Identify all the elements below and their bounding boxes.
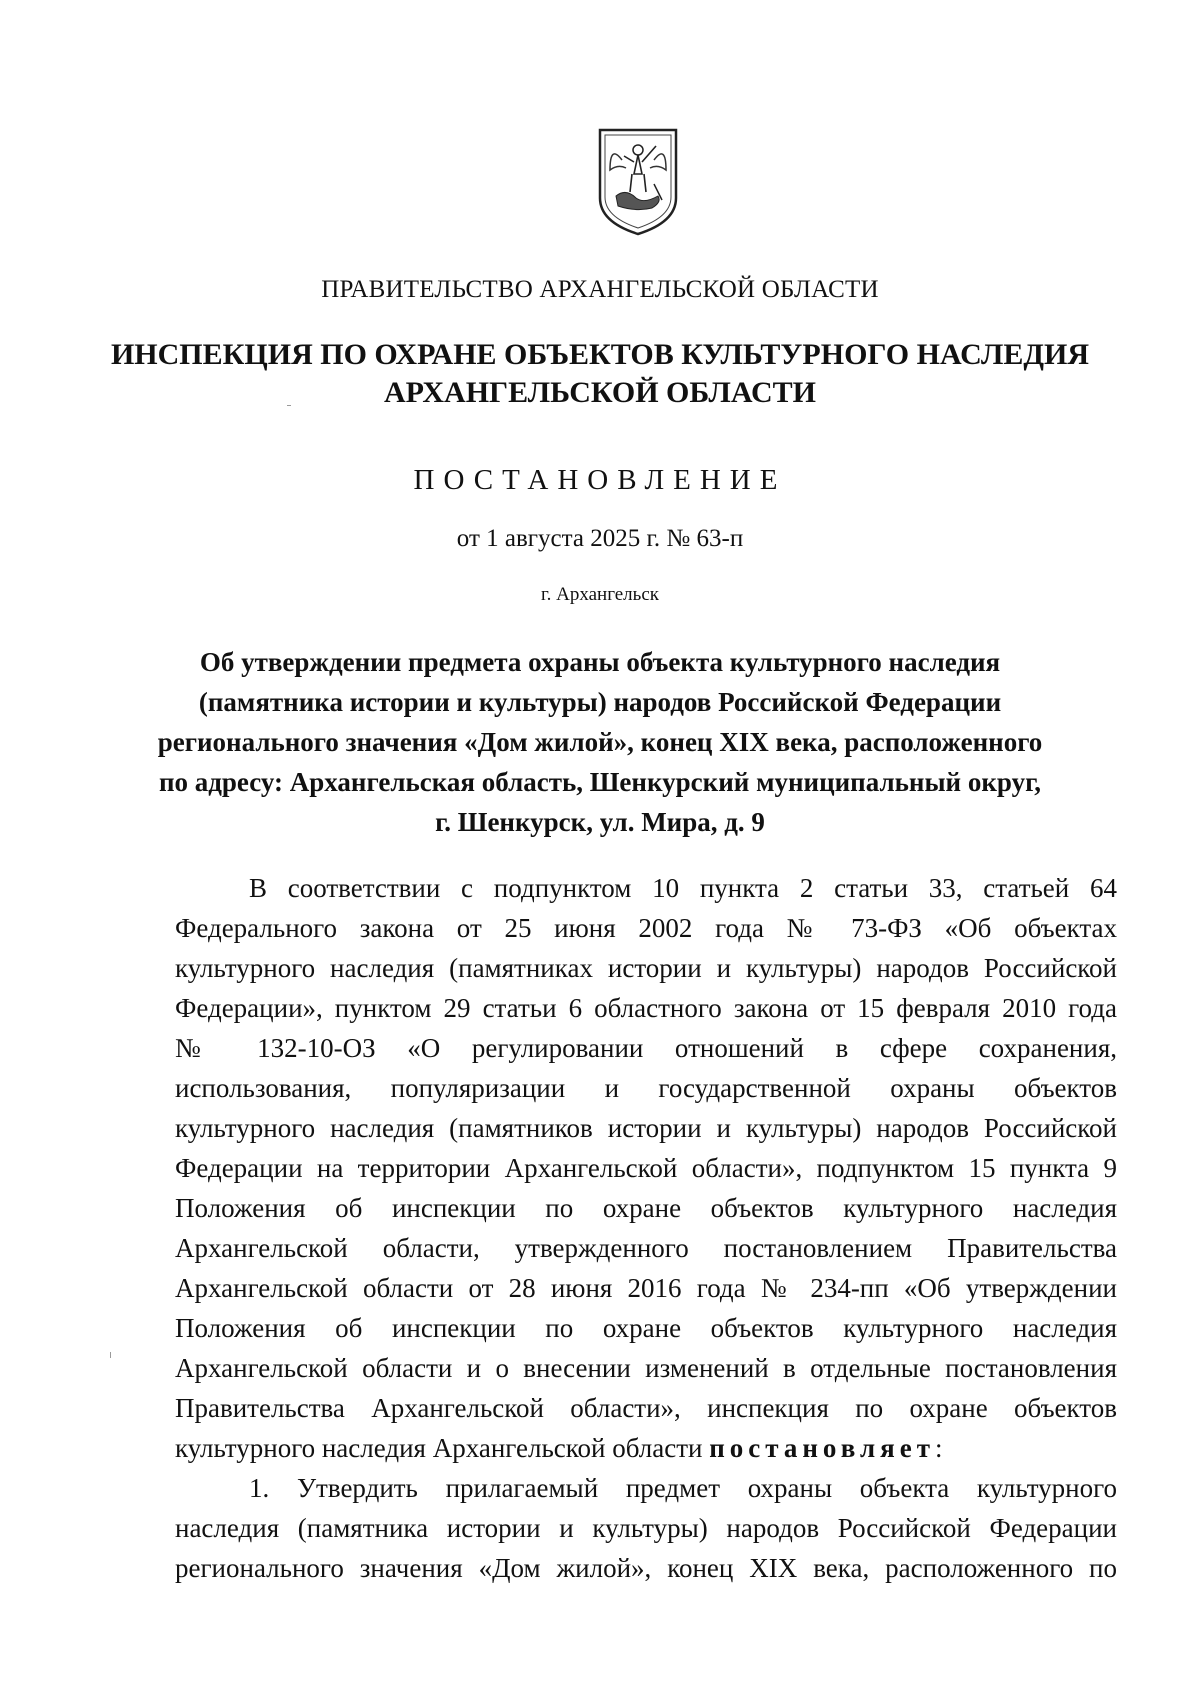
body-line-text: культурного наследия Архангельской области <box>175 1433 710 1463</box>
body-line: Архангельской области и о внесении изменений в отдельные постановления <box>175 1353 1117 1383</box>
decree-date-number: от 1 августа 2025 г. № 63-п <box>456 525 744 552</box>
subject-line: регионального значения «Дом жилой», конец XIX века, расположенного <box>157 727 1043 757</box>
body-line: наследия (памятника истории и культуры) народов Российской Федерации <box>175 1513 1117 1543</box>
document-title: ПОСТАНОВЛЕНИЕ <box>413 464 787 496</box>
body-line: Федерации на территории Архангельской области», подпунктом 15 пункта 9 <box>175 1153 1117 1183</box>
body-line: № 132-10-ОЗ «О регулировании отношений в сфере сохранения, <box>175 1033 1117 1063</box>
body-line: Архангельской области, утвержденного постановлением Правительства <box>175 1233 1117 1263</box>
inspection-name <box>0 336 1200 412</box>
body-line: Федерального закона от 25 июня 2002 года № 73-ФЗ «Об объектах <box>175 913 1117 943</box>
inspection-line: АРХАНГЕЛЬСКОЙ ОБЛАСТИ <box>384 376 816 409</box>
subject-line: по адресу: Архангельская область, Шенкурский муниципальный округ, <box>158 767 1042 797</box>
subject-line: Об утверждении предмета охраны объекта культурного наследия <box>199 647 1001 677</box>
resolves-word: постановляет <box>709 1433 935 1463</box>
resolves-colon: : <box>934 1433 943 1463</box>
coat-of-arms-emblem <box>596 126 680 238</box>
body-line: Положения об инспекции по охране объектов культурного наследия <box>175 1313 1117 1343</box>
body-line: регионального значения «Дом жилой», конец XIX века, расположенного по <box>175 1553 1117 1583</box>
body-line: Правительства Архангельской области», инспекция по охране объектов <box>175 1393 1117 1423</box>
decree-city: г. Архангельск <box>540 584 659 605</box>
body-line: культурного наследия (памятников истории и культуры) народов Российской <box>175 1113 1117 1143</box>
body-line: культурного наследия (памятниках истории и культуры) народов Российской <box>175 953 1117 983</box>
scan-mark <box>110 1352 111 1358</box>
decree-subject <box>0 642 1200 842</box>
preamble-paragraph <box>175 868 1117 1468</box>
body-line <box>175 1428 1117 1468</box>
body-line: 1. Утвердить прилагаемый предмет охраны объекта культурного <box>249 1473 1117 1503</box>
body-line: В соответствии с подпунктом 10 пункта 2 статьи 33, статьей 64 <box>249 873 1117 903</box>
subject-line: (памятника истории и культуры) народов Российской Федерации <box>198 687 1002 717</box>
subject-line: г. Шенкурск, ул. Мира, д. 9 <box>435 807 765 837</box>
item-1-paragraph <box>175 1468 1117 1588</box>
body-line: Архангельской области от 28 июня 2016 года № 234-пп «Об утверждении <box>175 1273 1117 1303</box>
inspection-line: ИНСПЕКЦИЯ ПО ОХРАНЕ ОБЪЕКТОВ КУЛЬТУРНОГО НАСЛЕДИЯ <box>110 338 1090 371</box>
body-line: использования, популяризации и государственной охраны объектов <box>175 1073 1117 1103</box>
body-line: Федерации», пунктом 29 статьи 6 областного закона от 15 февраля 2010 года <box>175 993 1117 1023</box>
government-name: ПРАВИТЕЛЬСТВО АРХАНГЕЛЬСКОЙ ОБЛАСТИ <box>321 276 879 303</box>
document-body <box>175 868 1117 1588</box>
body-line: Положения об инспекции по охране объектов культурного наследия <box>175 1193 1117 1223</box>
